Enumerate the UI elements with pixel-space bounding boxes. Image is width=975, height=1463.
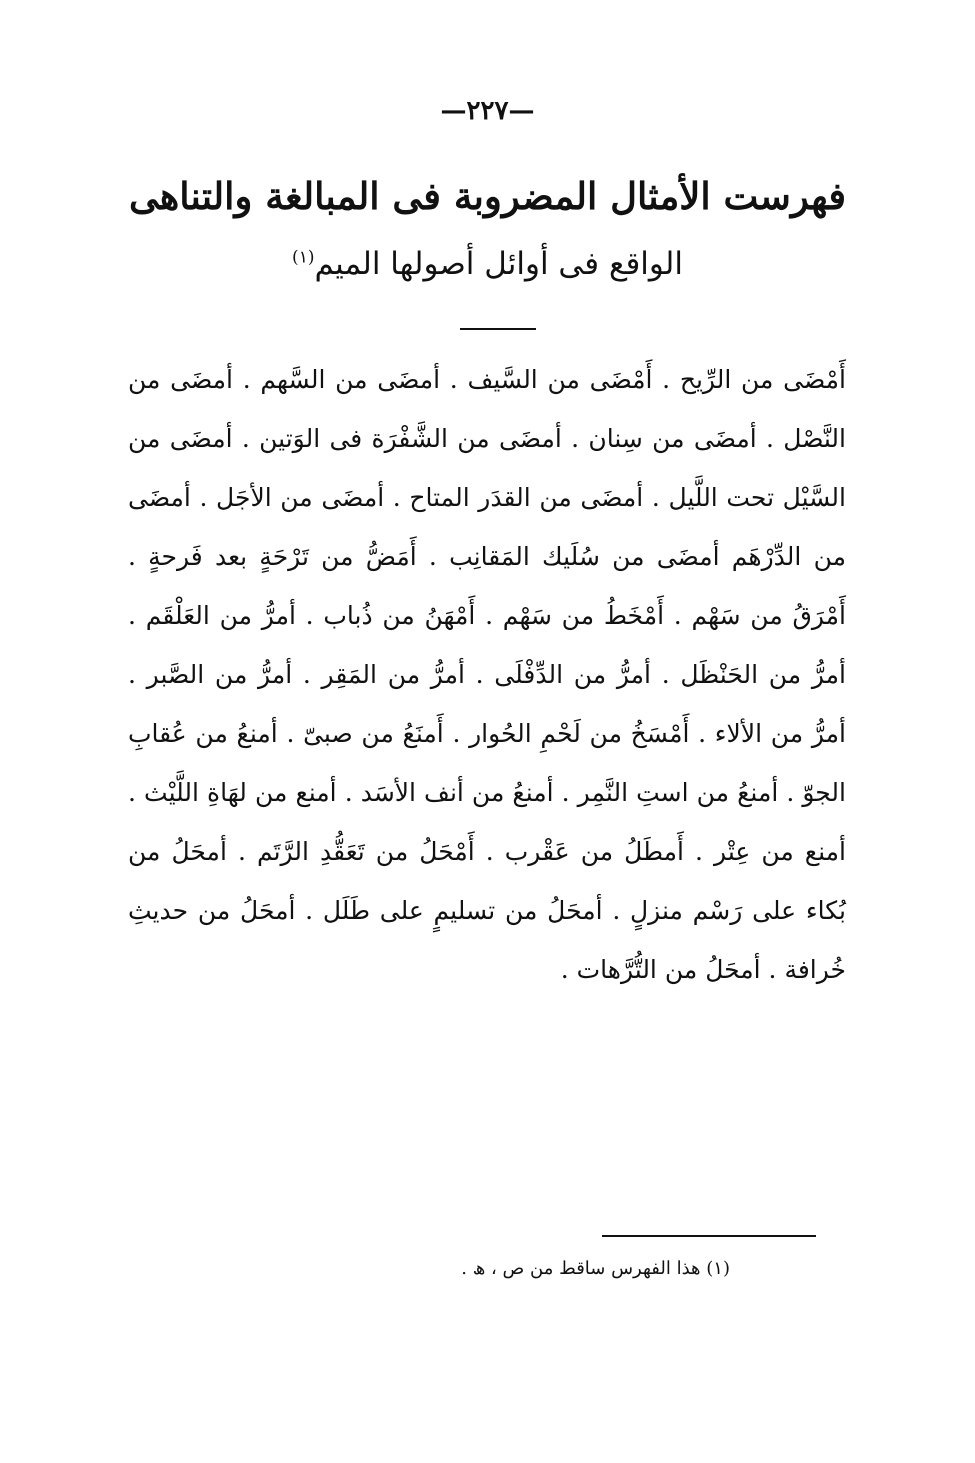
page-subtitle [60, 244, 915, 284]
footnote-rule [602, 1235, 816, 1237]
subtitle-text: الواقع فى أوائل أصولها الميم [314, 246, 683, 282]
page-title: فهرست الأمثال المضروبة فى المبالغة والتناهى [128, 174, 847, 218]
title-divider [460, 328, 536, 330]
page-number: —٢٢٧— [440, 96, 535, 126]
footnote-reference: (١) [292, 247, 315, 268]
footnote: (١) هذا الفهرس ساقط من ص ، ھ . [461, 1258, 730, 1279]
body-paragraph: أَمْضَى من الرِّيح . أَمْضَى من السَّيف . أمضَى من السَّهم . أمضَى من النَّصْل . أمضَى من سِنان . أمضَى من الشَّفْرَة فى الوَتين . أمضَى من السَّيْل تحت اللَّيل . أمضَى من القدَر المتاح . أمضَى من الأجَل . أمضَى من الدِّرْهَم أمضَى من سُلَيك المَقانِب . أَمَضُّ من تَرْحَةٍ بعد فَرحةٍ . أَمْرَقُ من سَهْم . أَمْخَطُ من سَهْم . أَمْهَنُ من ذُباب . أمرُّ من العَلْقَم . أمرُّ من الحَنْظَل . أمرُّ من الدِّفْلَى . أمرُّ من المَقِر . أمرُّ من الصَّبر . أمرُّ من الألاء . أَمْسَخُ من لَحْمِ الحُوار . أَمنَعُ من صبىّ . أمنعُ من عُقابِ الجوّ . أمنعُ من استِ النَّمِر . أمنعُ من أنف الأسَد . أمنع من لهَاةِ اللَّيْث . أمنع من عِتْر . أَمطَلُ من عَقْرب . أَمْحَلُ من تَعَقُّدِ الرَّتَم . أمحَلُ من بُكاء على رَسْم منزلٍ . أمحَلُ من تسليمٍ على طَلَل . أمحَلُ من حديثِ خُرافة . أمحَلُ من التُّرَّهات . [128, 365, 846, 984]
